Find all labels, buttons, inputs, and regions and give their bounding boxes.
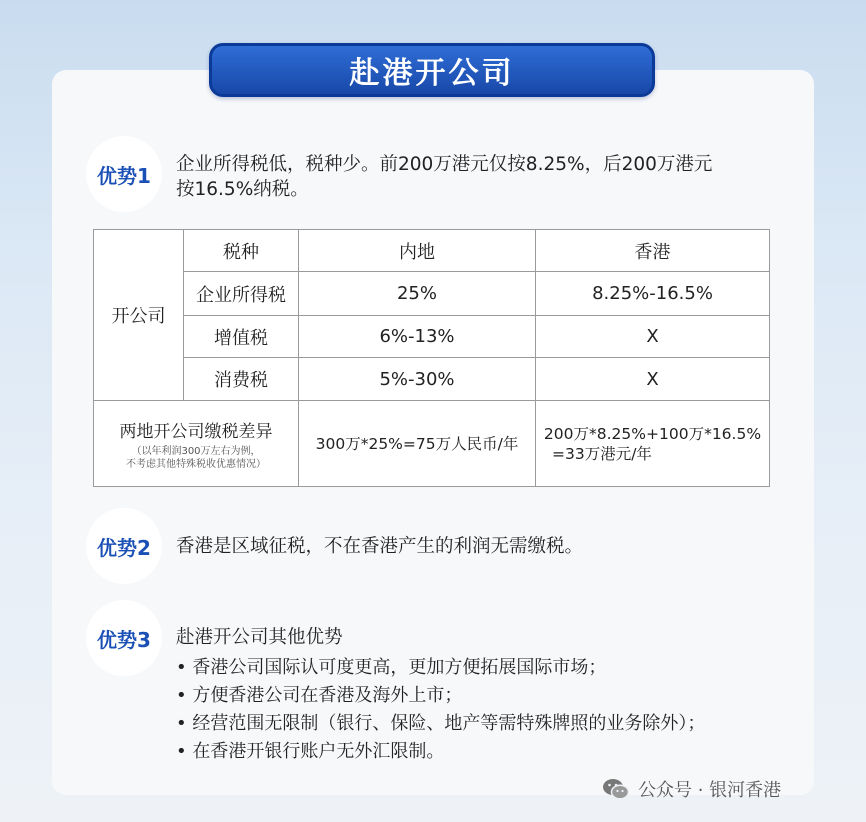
table-header: 香港 [536,230,770,272]
diff-hk-line: 200万*8.25%+100万*16.5% [543,424,762,443]
table-cell: 6%-13% [299,316,536,358]
advantage-3-text [176,625,343,650]
list-item: • 在香港开银行账户无外汇限制。 [176,741,445,762]
advantage-2-badge [86,508,162,584]
advantage-2-text [176,534,583,559]
table-cell: X [536,358,770,401]
tax-comparison-table [93,229,770,487]
table-row [94,316,770,358]
advantage-2-label: 优势2 [97,535,151,560]
advantage-1-badge [86,136,162,212]
page-title: 赴港开公司 [349,56,515,91]
watermark-text: 公众号 · 银河香港 [638,780,782,801]
table-cell: 消费税 [184,358,299,401]
advantage-1-text [176,152,712,202]
table-row [94,272,770,316]
advantage-3-badge [86,600,162,676]
table-cell: 增值税 [184,316,299,358]
diff-mainland: 300万*25%=75万人民币/年 [299,401,536,487]
list-item: • 香港公司国际认可度更高，更加方便拓展国际市场； [176,657,607,678]
list-item: • 方便香港公司在香港及海外上市； [176,685,463,706]
diff-note: 不考虑其他特殊税收优惠情况） [126,458,266,470]
diff-hk-line: =33万港元/年 [552,444,652,463]
diff-label: 两地开公司缴税差异 [119,421,273,442]
advantage-1-label: 优势1 [97,163,151,188]
table-row [94,358,770,401]
advantage-1-line: 企业所得税低，税种少。前200万港元仅按8.25%，后200万港元 [176,154,713,175]
diff-label-cell [94,401,299,487]
advantage-1-line: 按16.5%纳税。 [176,179,309,200]
advantage-2-line: 香港是区域征税，不在香港产生的利润无需缴税。 [176,536,584,557]
list-item: • 经营范围无限制（银行、保险、地产等需特殊牌照的业务除外）； [176,713,706,734]
diff-note: （以年利润300万左右为例， [131,445,261,457]
title-banner [209,43,655,97]
advantage-3-label: 优势3 [97,627,151,652]
diff-hk [536,401,770,487]
table-row [94,230,770,272]
row-group-label: 开公司 [94,230,184,401]
advantage-3-line: 赴港开公司其他优势 [176,627,343,648]
table-row [94,401,770,487]
table-header: 内地 [299,230,536,272]
table-cell: 25% [299,272,536,316]
table-header: 税种 [184,230,299,272]
table-cell: X [536,316,770,358]
table-cell: 企业所得税 [184,272,299,316]
table-cell: 8.25%-16.5% [536,272,770,316]
advantage-3-bullets [176,654,705,766]
watermark [602,776,781,802]
wechat-icon [602,777,630,801]
table-cell: 5%-30% [299,358,536,401]
